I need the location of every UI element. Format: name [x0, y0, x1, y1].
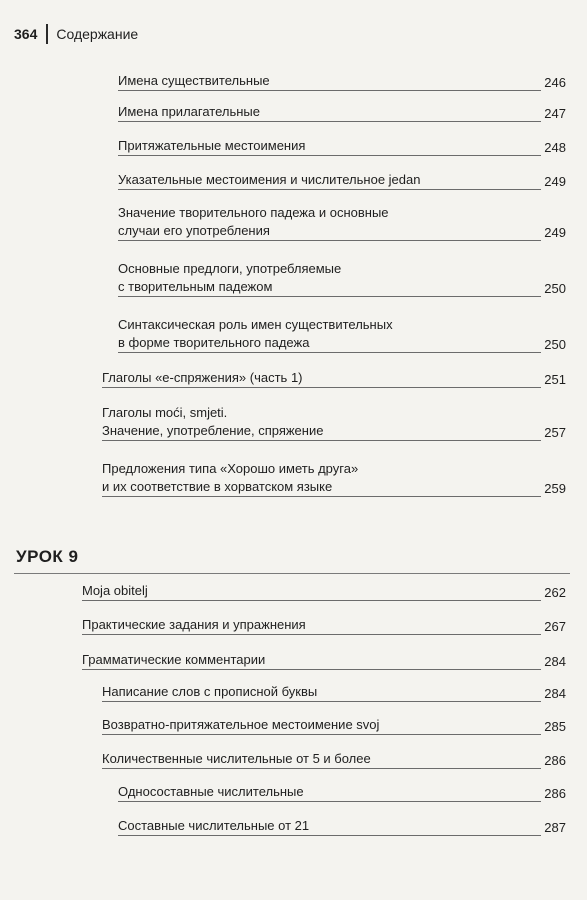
toc-entry — [102, 750, 566, 769]
toc-entry — [118, 204, 566, 241]
toc-entry-text: Синтаксическая роль имен существительных — [118, 317, 393, 332]
toc-entry — [118, 316, 566, 353]
toc-entry-page: 286 — [541, 785, 566, 803]
toc-entry-page: 257 — [541, 424, 566, 442]
toc-entry — [102, 683, 566, 702]
lesson-rule — [14, 573, 570, 574]
lesson-heading: УРОК 9 — [16, 547, 79, 566]
toc-entry-page: 286 — [541, 752, 566, 770]
toc-entry-page: 259 — [541, 480, 566, 498]
toc-entry-text: Притяжательные местоимения — [118, 138, 306, 153]
toc-entry-page: 284 — [541, 685, 566, 703]
toc-entry-text: Moja obitelj — [82, 583, 148, 598]
toc-entry-page: 248 — [541, 139, 566, 157]
toc-entry — [118, 103, 566, 122]
toc-entry-text: Имена существительные — [118, 73, 270, 88]
toc-entry — [82, 582, 566, 601]
running-header — [14, 22, 138, 46]
toc-entry-page: 247 — [541, 105, 566, 123]
header-title: Содержание — [56, 26, 139, 42]
toc-entry — [102, 716, 566, 735]
toc-entry — [118, 137, 566, 156]
toc-entry — [102, 404, 566, 441]
toc-entry-page: 285 — [541, 718, 566, 736]
toc-entry-text: с творительным падежом — [118, 279, 273, 294]
toc-entry-page: 246 — [541, 74, 566, 92]
toc-entry — [118, 72, 566, 91]
toc-entry-page: 267 — [541, 618, 566, 636]
toc-entry-text: Значение творительного падежа и основные — [118, 205, 389, 220]
toc-entry-text: случаи его употребления — [118, 223, 270, 238]
toc-entry — [118, 260, 566, 297]
toc-entry-page: 250 — [541, 336, 566, 354]
toc-entry-text: Возвратно-притяжательное местоимение svoj — [102, 717, 380, 732]
toc-entry-text: Предложения типа «Хорошо иметь друга» — [102, 461, 359, 476]
toc-entry-text: Количественные числительные от 5 и более — [102, 751, 371, 766]
toc-entry-text: Имена прилагательные — [118, 104, 260, 119]
toc-entry-page: 250 — [541, 280, 566, 298]
page-number: 364 — [14, 26, 38, 42]
toc-entry-page: 284 — [541, 653, 566, 671]
toc-entry-text: Глаголы «е-спряжения» (часть 1) — [102, 370, 303, 385]
toc-entry — [118, 783, 566, 802]
toc-entry-page: 249 — [541, 173, 566, 191]
toc-entry-text: Односоставные числительные — [118, 784, 304, 799]
toc-entry — [82, 616, 566, 635]
toc-entry — [102, 460, 566, 497]
toc-entry — [118, 171, 566, 190]
toc-entry-page: 262 — [541, 584, 566, 602]
toc-entry-text: Написание слов с прописной буквы — [102, 684, 318, 699]
toc-entry-text: и их соответствие в хорватском языке — [102, 479, 333, 494]
toc-entry — [102, 369, 566, 388]
toc-entry-text: Глаголы moći, smjeti. — [102, 405, 228, 420]
header-divider — [46, 24, 48, 44]
toc-entry-text: Указательные местоимения и числительное jedan — [118, 172, 421, 187]
toc-entry-text: Практические задания и упражнения — [82, 617, 306, 632]
toc-entry-page: 287 — [541, 819, 566, 837]
toc-entry — [118, 817, 566, 836]
toc-entry-text: в форме творительного падежа — [118, 335, 310, 350]
toc-entry-text: Основные предлоги, употребляемые — [118, 261, 342, 276]
toc-entry-text: Значение, употребление, спряжение — [102, 423, 324, 438]
toc-entry-text: Грамматические комментарии — [82, 652, 266, 667]
toc-entry-text: Составные числительные от 21 — [118, 818, 310, 833]
toc-entry-page: 249 — [541, 224, 566, 242]
toc-entry — [82, 651, 566, 670]
toc-entry-page: 251 — [541, 371, 566, 389]
